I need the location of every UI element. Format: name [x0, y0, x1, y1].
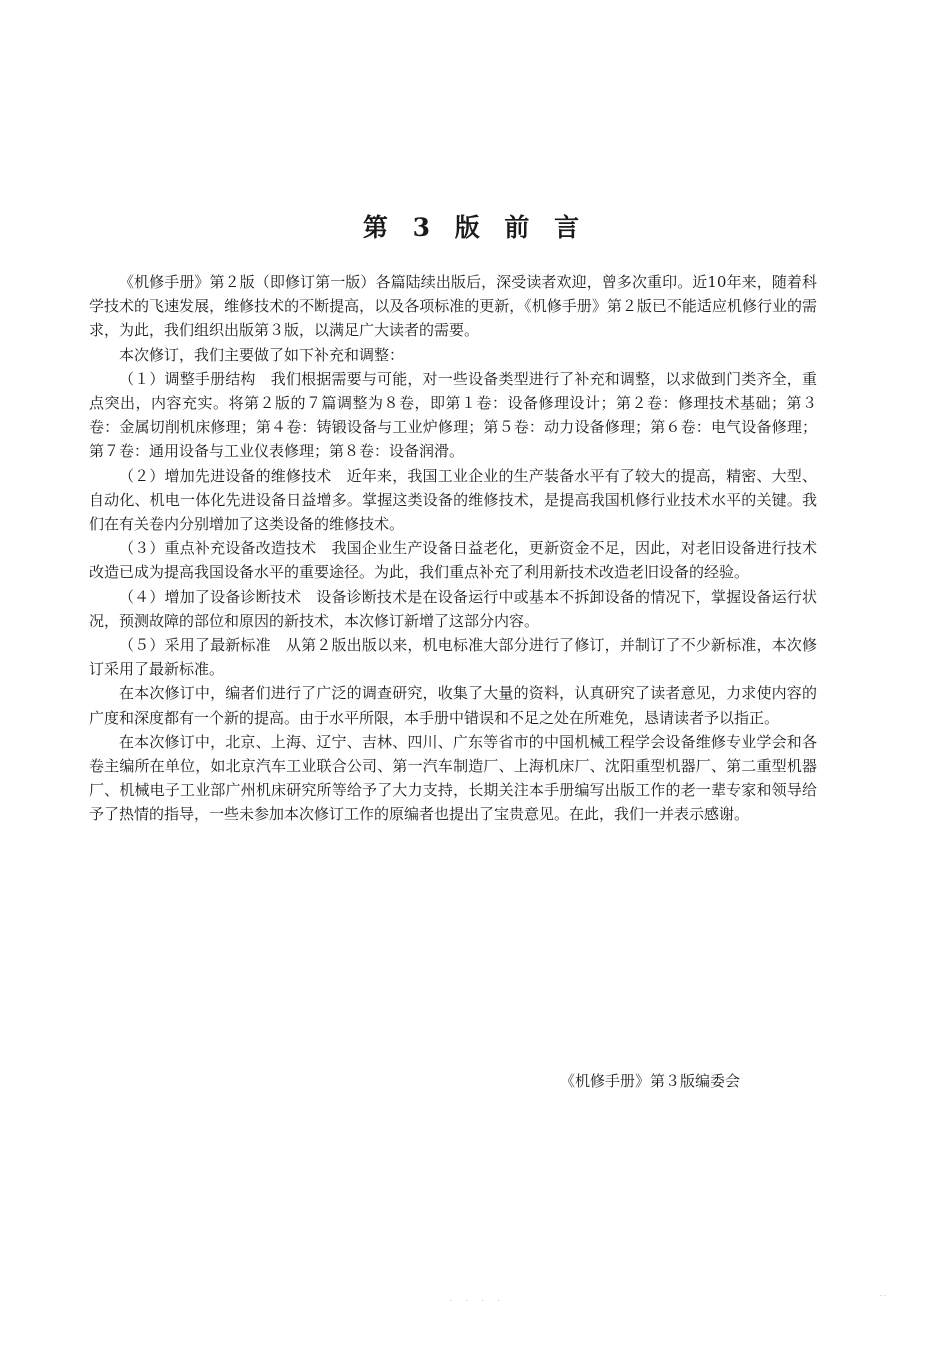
signature: 《机修手册》第３版编委会 — [560, 1072, 741, 1090]
paragraph-item-3: （３）重点补充设备改造技术 我国企业生产设备日益老化，更新资金不足，因此，对老旧设备进行技术改造已成为提高我国设备水平的重要途径。为此，我们重点补充了利用新技术改造老旧设备的经验。 — [89, 539, 817, 582]
paragraph-item-1: （１）调整手册结构 我们根据需要与可能，对一些设备类型进行了补充和调整，以求做到门类齐全，重点突出，内容充实。将第２版的７篇调整为８卷，即第１卷：设备修理设计；第２卷：修理技术基础；第３卷：金属切削机床修理；第４卷：铸锻设备与工业炉修理；第５卷：动力设备修理；第６卷：电气设备修理；第７卷：通用设备与工业仪表修理；第８卷：设备润滑。 — [89, 369, 817, 461]
scan-specks-decoration-right: · · — [880, 1293, 886, 1300]
preface-body — [89, 270, 817, 827]
paragraph-summary: 本次修订，我们主要做了如下补充和调整： — [119, 345, 405, 364]
paragraph-item-2: （２）增加先进设备的维修技术 近年来，我国工业企业的生产装备水平有了较大的提高，精密、大型、自动化、机电一体化先进设备日益增多。掌握这类设备的维修技术，是提高我国机修行业技术水平的关键。我们在有关卷内分别增加了这类设备的维修技术。 — [89, 466, 817, 534]
page-title: 第 3 版 前 言 — [362, 213, 588, 242]
paragraph-research: 在本次修订中，编者们进行了广泛的调查研究，收集了大量的资料，认真研究了读者意见，力求使内容的广度和深度都有一个新的提高。由于水平所限，本手册中错误和不足之处在所难免，恳请读者予以指正。 — [89, 684, 817, 727]
paragraph-item-5: （５）采用了最新标准 从第２版出版以来，机电标准大部分进行了修订，并制订了不少新标准，本次修订采用了最新标准。 — [89, 636, 817, 679]
paragraph-acknowledgement: 在本次修订中，北京、上海、辽宁、吉林、四川、广东等省市的中国机械工程学会设备维修专业学会和各卷主编所在单位，如北京汽车工业联合公司、第一汽车制造厂、上海机床厂、沈阳重型机器厂、第二重型机器厂、机械电子工业部广州机床研究所等给予了大力支持，长期关注本手册编写出版工作的老一辈专家和领导给予了热情的指导，一些未参加本次修订工作的原编者也提出了宝贵意见。在此，我们一并表示感谢。 — [89, 732, 817, 824]
scan-specks-decoration: · · · · — [450, 1298, 506, 1305]
paragraph-intro: 《机修手册》第２版（即修订第一版）各篇陆续出版后，深受读者欢迎，曾多次重印。近10年来，随着科学技术的飞速发展，维修技术的不断提高，以及各项标准的更新，《机修手册》第２版已不能适应机修行业的需求，为此，我们组织出版第３版，以满足广大读者的需要。 — [89, 273, 817, 340]
paragraph-item-4: （４）增加了设备诊断技术 设备诊断技术是在设备运行中或基本不拆卸设备的情况下，掌握设备运行状况，预测故障的部位和原因的新技术，本次修订新增了这部分内容。 — [89, 587, 817, 630]
